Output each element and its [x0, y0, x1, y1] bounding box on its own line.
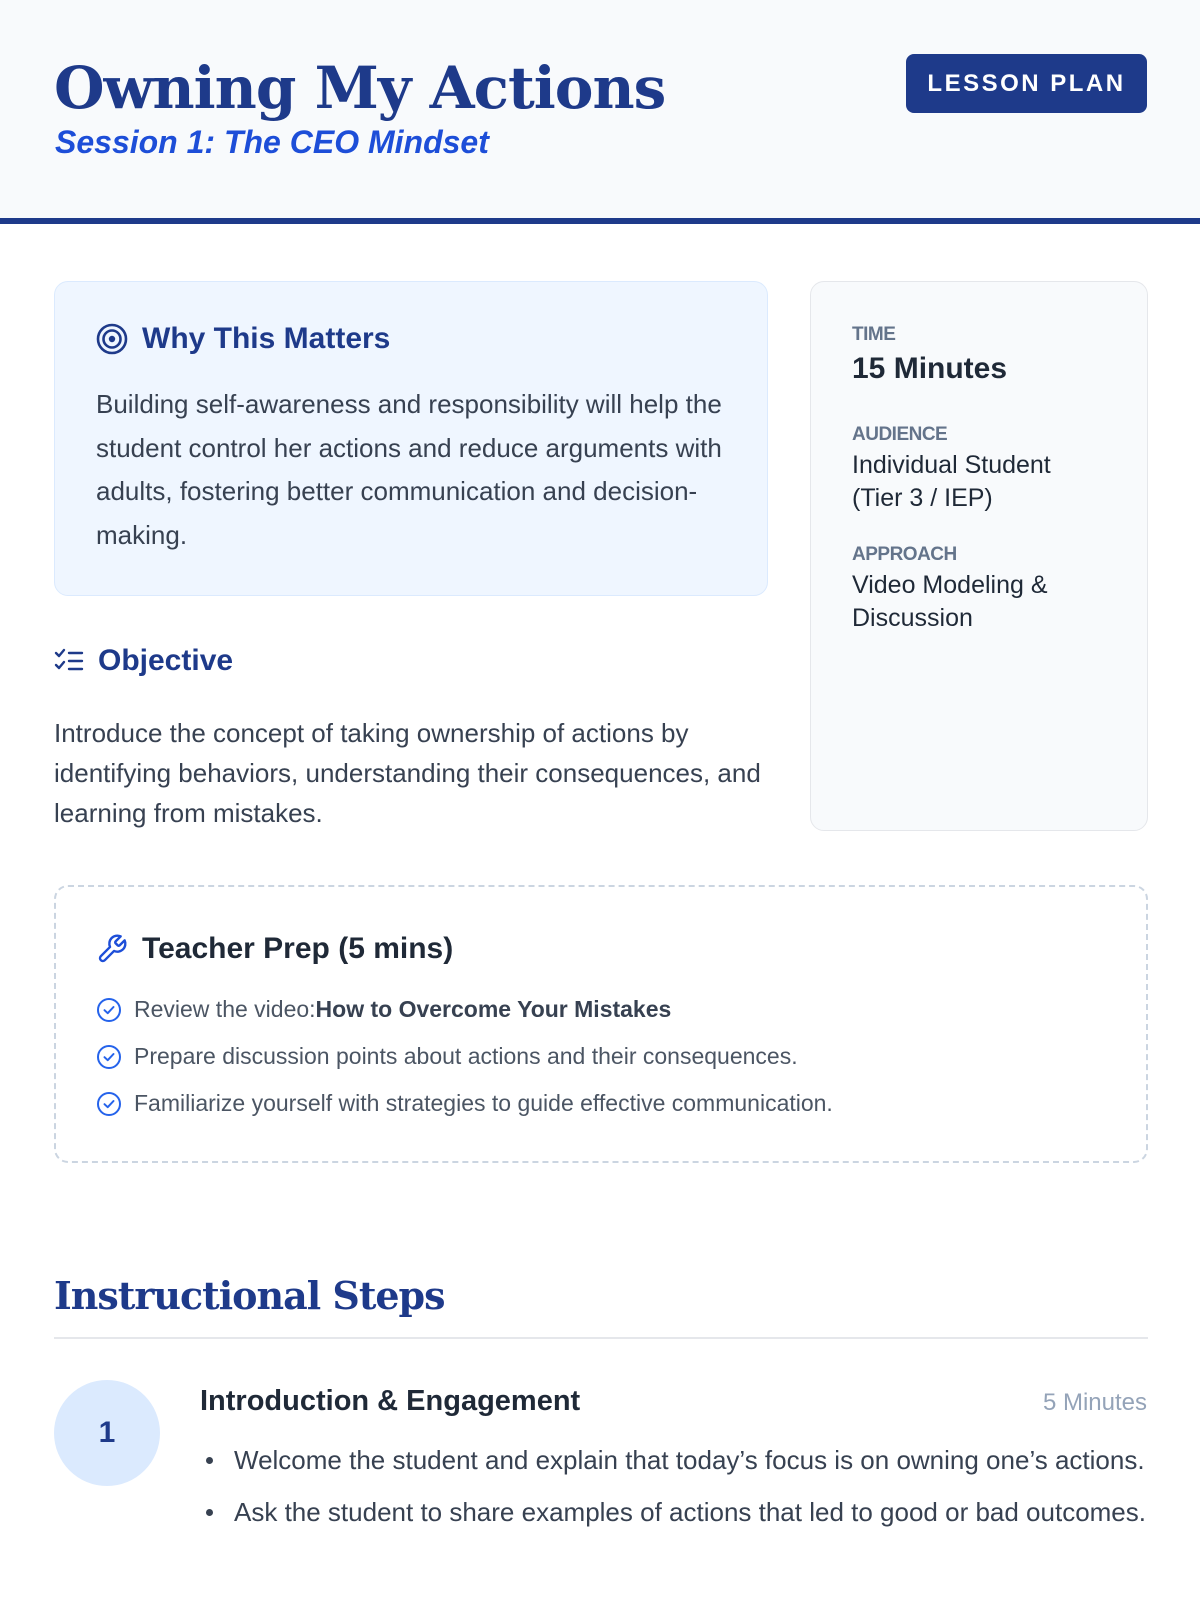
prep-item-text: Familiarize yourself with strategies to guide effective communication. — [134, 1090, 833, 1116]
check-circle-icon — [96, 1044, 122, 1070]
step-number-badge: 1 — [54, 1380, 160, 1486]
prep-item — [96, 1090, 833, 1117]
audience-label: AUDIENCE — [852, 424, 948, 445]
audience-value: Individual Student (Tier 3 / IEP) — [852, 451, 1051, 512]
step-bullet-list — [234, 1440, 1148, 1544]
objective-heading — [54, 644, 233, 678]
lesson-plan-badge: LESSON PLAN — [906, 54, 1147, 113]
time-label: TIME — [852, 324, 896, 345]
instructional-steps-title: Instructional Steps — [54, 1273, 445, 1318]
page-subtitle: Session 1: The CEO Mindset — [55, 124, 489, 160]
objective-text: Introduce the concept of taking ownership of actions by identifying behaviors, understanding their consequences, and learning from mistakes. — [54, 718, 761, 828]
step-title: Introduction & Engagement — [200, 1385, 581, 1417]
prep-item-text: Prepare discussion points about actions and their consequences. — [134, 1043, 798, 1069]
teacher-prep-box — [54, 885, 1148, 1163]
prep-item — [96, 996, 671, 1023]
list-item: Ask the student to share examples of actions that led to good or bad outcomes. — [234, 1492, 1148, 1532]
step-duration: 5 Minutes — [1042, 1389, 1147, 1416]
time-value: 15 Minutes — [852, 352, 1008, 385]
video-title: How to Overcome Your Mistakes — [315, 996, 672, 1022]
target-icon — [96, 323, 128, 355]
header-divider — [0, 218, 1200, 224]
approach-label: APPROACH — [852, 544, 957, 565]
prep-item-text: Review the video: — [134, 996, 316, 1022]
list-item: Welcome the student and explain that today’s focus is on owning one’s actions. — [234, 1440, 1148, 1480]
why-this-matters-title: Why This Matters — [142, 322, 391, 355]
approach-value: Video Modeling & Discussion — [852, 571, 1048, 632]
why-this-matters-text: Building self-awareness and responsibility will help the student control her actions and reduce arguments with adults, fostering better communication and decision-making. — [96, 389, 722, 550]
why-this-matters-heading — [96, 322, 390, 356]
check-circle-icon — [96, 997, 122, 1023]
checklist-icon — [54, 648, 84, 674]
steps-divider — [54, 1337, 1148, 1339]
wrench-icon — [96, 933, 128, 965]
teacher-prep-title: Teacher Prep (5 mins) — [142, 932, 454, 965]
prep-item — [96, 1043, 798, 1070]
teacher-prep-heading — [96, 932, 453, 966]
check-circle-icon — [96, 1091, 122, 1117]
objective-title: Objective — [98, 644, 234, 677]
page-title: Owning My Actions — [54, 54, 666, 122]
